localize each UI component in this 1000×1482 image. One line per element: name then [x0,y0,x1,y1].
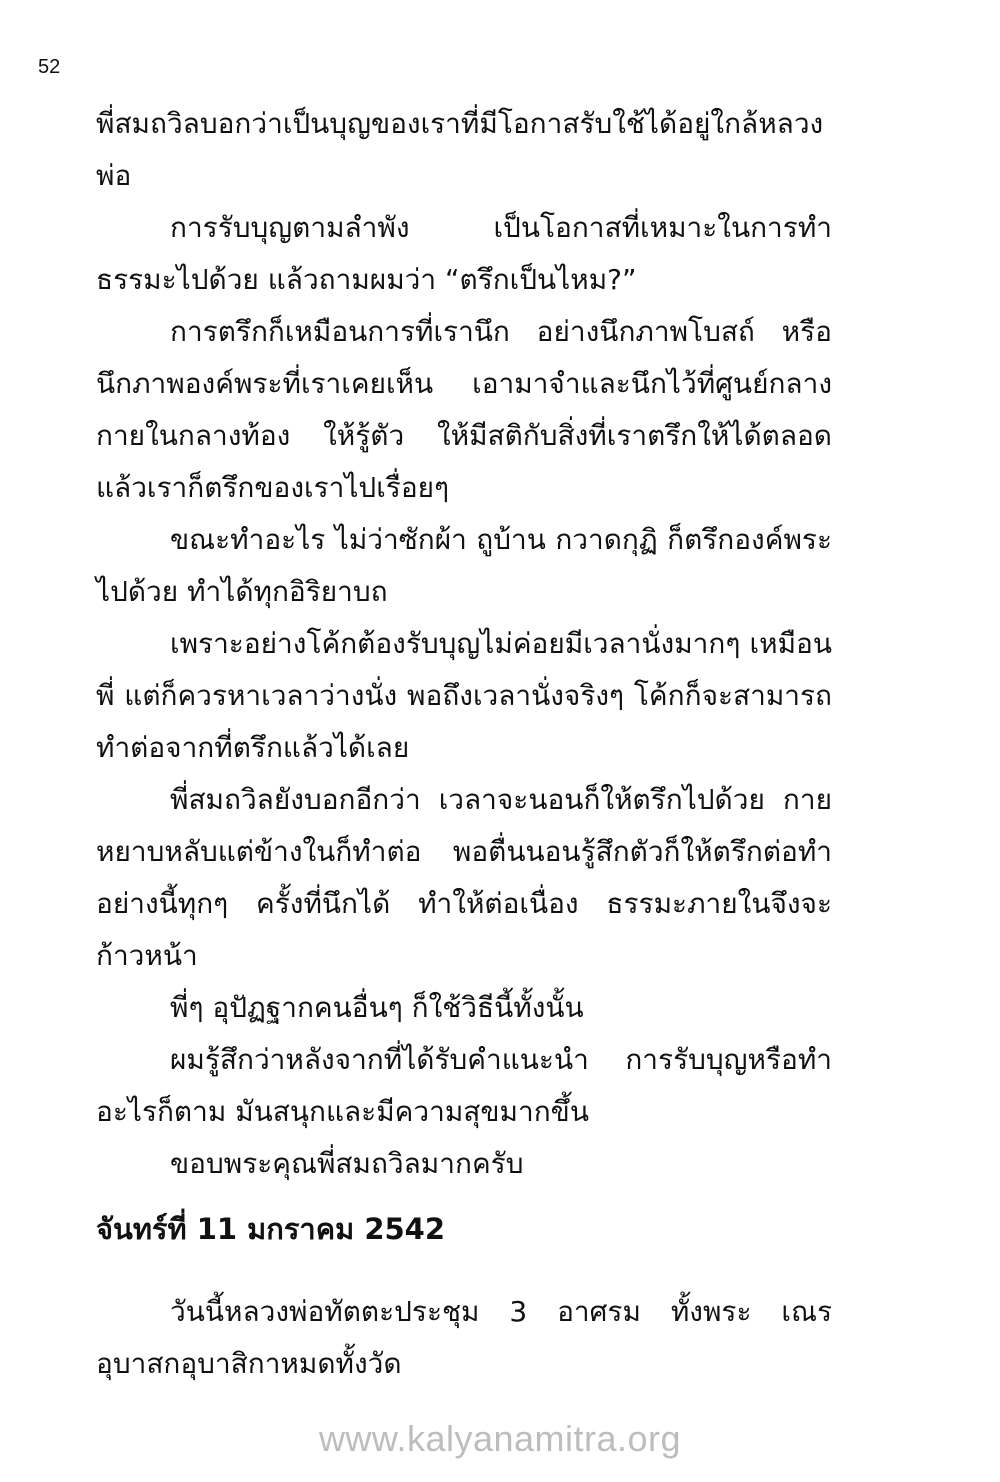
date-heading: จันทร์ที่ 11 มกราคม 2542 [96,1212,446,1246]
paragraph-4: ขณะทำอะไร ไม่ว่าซักผ้า ถูบ้าน กวาดกุฏิ ก็ตรึกองค์พระไปด้วย ทำได้ทุกอิริยาบถ [96,523,832,608]
section-paragraph-1: วันนี้หลวงพ่อทัตตะประชุม 3 อาศรม ทั้งพระ เณร อุบาสกอุบาสิกาหมดทั้งวัด [96,1295,832,1380]
paragraph-2: การรับบุญตามลำพัง เป็นโอกาสที่เหมาะในการทำธรรมะไปด้วย แล้วถามผมว่า “ตรึกเป็นไหม?” [96,211,832,296]
paragraph-3: การตรึกก็เหมือนการที่เรานึก อย่างนึกภาพโบสถ์ หรือนึกภาพองค์พระที่เราเคยเห็น เอามาจำและนึกไว้ที่ศูนย์กลางกายในกลางท้อง ให้รู้ตัว ให้มีสติกับสิ่งที่เราตรึกให้ได้ตลอด แล้วเราก็ตรึกของเราไปเรื่อยๆ [96,315,832,504]
body-text [96,98,832,1190]
paragraph-1: พี่สมถวิลบอกว่าเป็นบุญของเราที่มีโอกาสรับใช้ได้อยู่ใกล้หลวงพ่อ [96,107,824,192]
paragraph-8: ผมรู้สึกว่าหลังจากที่ได้รับคำแนะนำ การรับบุญหรือทำอะไรก็ตาม มันสนุกและมีความสุขมากขึ้น [96,1043,832,1128]
section-body [96,1286,832,1390]
page-number: 52 [38,56,61,78]
paragraph-9: ขอบพระคุณพี่สมถวิลมากครับ [170,1147,524,1180]
paragraph-7: พี่ๆ อุปัฏฐากคนอื่นๆ ก็ใช้วิธีนี้ทั้งนั้น [170,991,584,1024]
paragraph-6: พี่สมถวิลยังบอกอีกว่า เวลาจะนอนก็ให้ตรึกไปด้วย กายหยาบหลับแต่ข้างในก็ทำต่อ พอตื่นนอนรู้สึกตัวก็ให้ตรึกต่อทำอย่างนี้ทุกๆ ครั้งที่นึกได้ ทำให้ต่อเนื่อง ธรรมะภายในจึงจะก้าวหน้า [96,783,832,972]
watermark-url: www.kalyanamitra.org [318,1418,682,1459]
paragraph-5: เพราะอย่างโค้กต้องรับบุญไม่ค่อยมีเวลานั่งมากๆ เหมือนพี่ แต่ก็ควรหาเวลาว่างนั่ง พอถึงเวลานั่งจริงๆ โค้กก็จะสามารถทำต่อจากที่ตรึกแล้วได้เลย [96,627,832,764]
